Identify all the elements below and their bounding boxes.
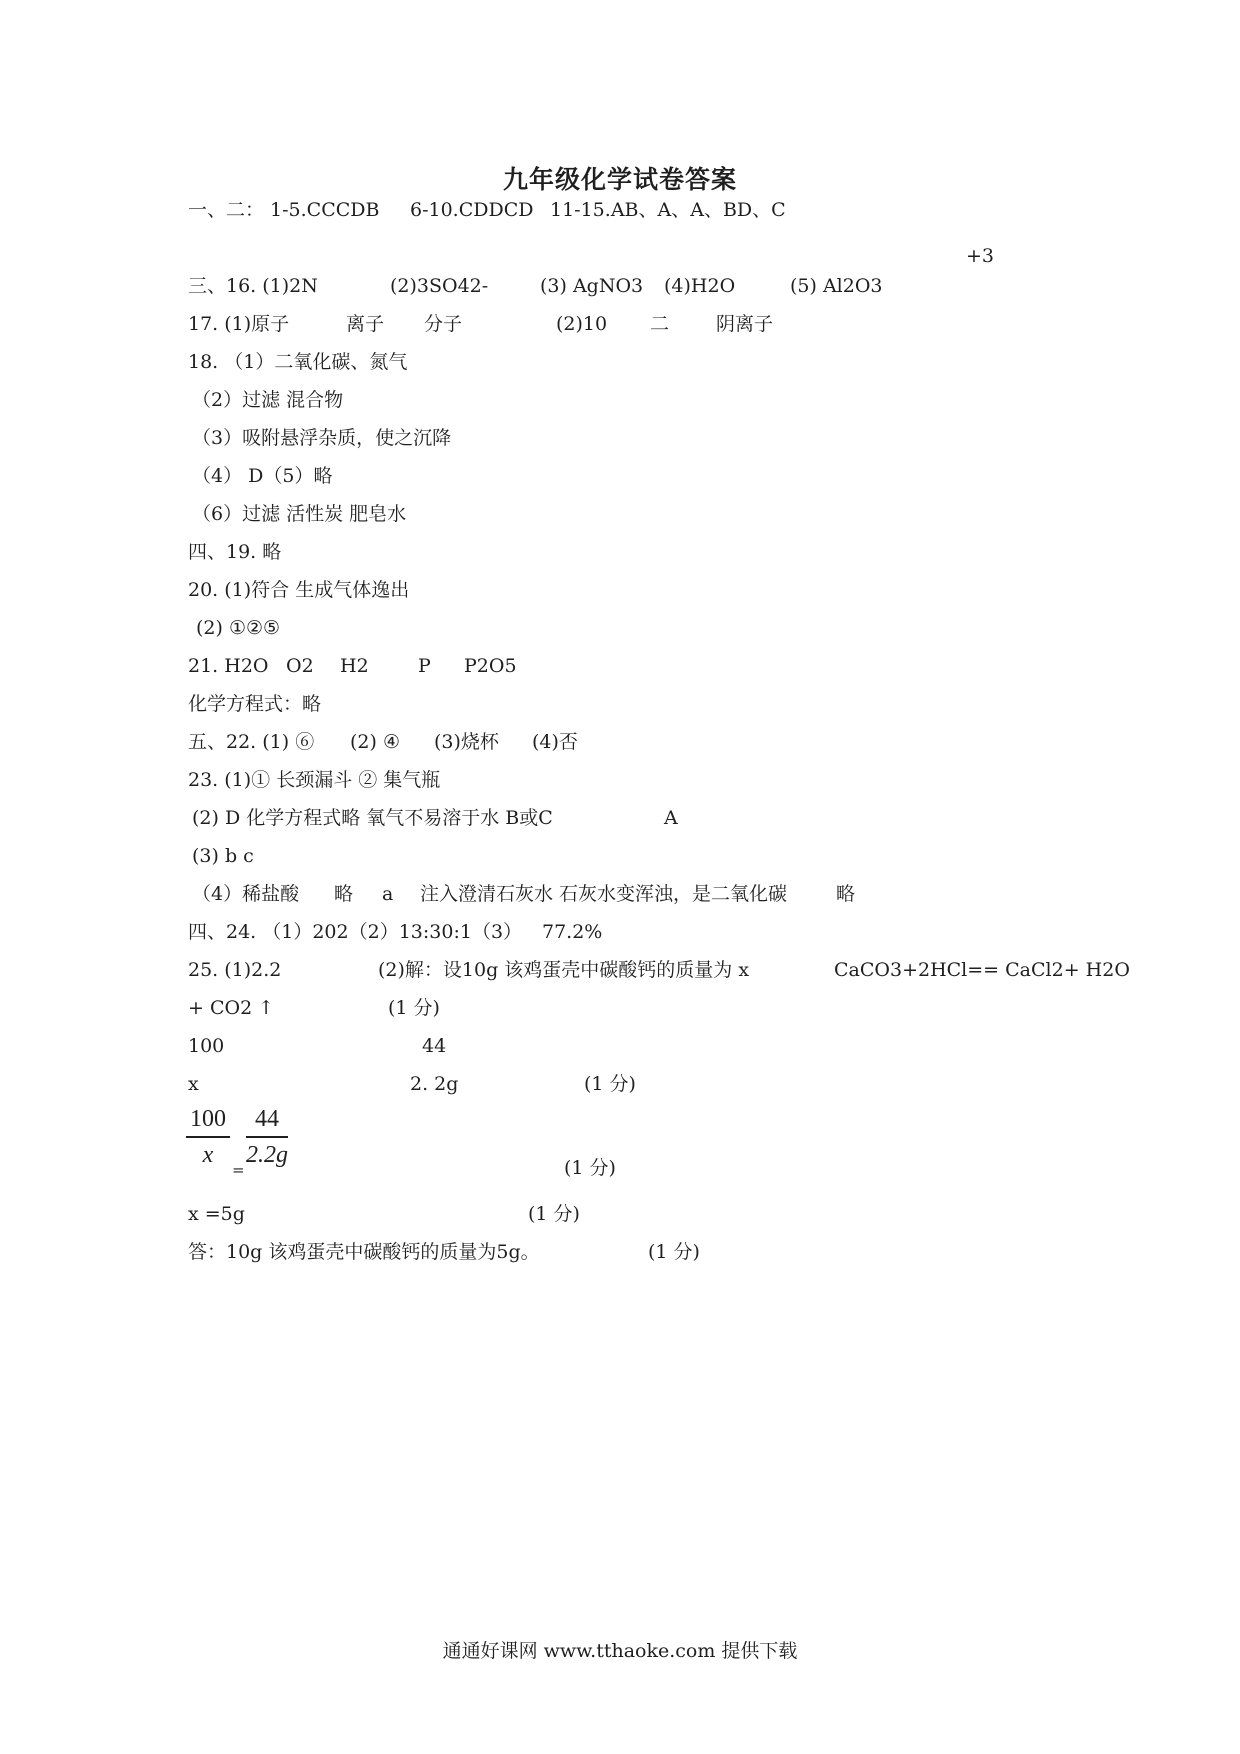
fraction-left-bar [186, 1136, 230, 1138]
answer-22-4: (4)否 [532, 731, 578, 753]
answer-18-6: （6）过滤 活性炭 肥皂水 [192, 503, 407, 525]
answer-22-2: (2) ④ [350, 731, 400, 753]
score-1: (1 分) [388, 997, 440, 1019]
answer-23-4-c: a [382, 883, 394, 905]
answer-17-b: 离子 [346, 313, 385, 335]
answer-x-value: x =5g [188, 1203, 245, 1225]
fraction-left-denominator: x [202, 1142, 214, 1168]
answer-18-1: 18. （1）二氧化碳、氮气 [188, 351, 408, 373]
fraction-left-numerator: 100 [190, 1106, 226, 1132]
answer-24-a: 四、24. （1）202（2）13:30:1（3） [188, 921, 523, 943]
answer-17-a: 17. (1)原子 [188, 313, 290, 335]
answer-mc-6-10: 6-10.CDDCD [410, 199, 534, 221]
answer-22-1: 五、22. (1) ⑥ [188, 731, 315, 753]
answer-25-1: 25. (1)2.2 [188, 959, 282, 981]
valence-mark: +3 [966, 245, 995, 267]
answer-18-2: （2）过滤 混合物 [192, 389, 344, 411]
answer-23-2: (2) D 化学方程式略 氧气不易溶于水 B或C [192, 807, 553, 829]
fraction-right [246, 1104, 288, 1170]
answer-23-4-b: 略 [334, 883, 354, 905]
answer-25-2-setup: (2)解：设10g 该鸡蛋壳中碳酸钙的质量为 x [378, 959, 750, 981]
answer-19: 四、19. 略 [188, 541, 282, 563]
answer-21-e: P2O5 [464, 655, 517, 677]
answer-16-3: (3) AgNO3 [540, 275, 644, 297]
answer-23-2-b: A [664, 807, 678, 829]
answer-16-1: 三、16. (1)2N [188, 275, 318, 297]
answer-17-c: 分子 [424, 313, 463, 335]
answer-17-f: 阴离子 [716, 313, 774, 335]
page-title: 九年级化学试卷答案 [502, 165, 737, 194]
equals-sign: = [232, 1161, 245, 1179]
answer-21-d: P [418, 655, 431, 677]
score-4: (1 分) [528, 1203, 580, 1225]
answer-18-3: （3）吸附悬浮杂质，使之沉降 [192, 427, 452, 449]
answer-17-e: 二 [650, 313, 670, 335]
fraction-right-denominator: 2.2g [246, 1142, 288, 1168]
answer-16-5: (5) Al2O3 [790, 275, 883, 297]
score-3: (1 分) [564, 1157, 616, 1179]
ratio-top-right: 44 [422, 1035, 447, 1057]
ratio-bottom-left: x [188, 1073, 199, 1095]
answer-16-4: (4)H2O [664, 275, 736, 297]
answer-16-2: (2)3SO42- [390, 275, 489, 297]
answer-20-1: 20. (1)符合 生成气体逸出 [188, 579, 410, 601]
answer-21-b: O2 [286, 655, 314, 677]
fraction-left [186, 1104, 230, 1170]
answer-mc-1-5: 一、二： 1-5.CCCDB [188, 199, 380, 221]
footer-source: 通通好课网 www.tthaoke.com 提供下载 [442, 1640, 798, 1662]
fraction-right-bar [246, 1136, 288, 1138]
answer-24-b: 77.2% [542, 921, 603, 943]
answer-23-1: 23. (1)① 长颈漏斗 ② 集气瓶 [188, 769, 441, 791]
answer-21-equation: 化学方程式：略 [188, 693, 322, 715]
final-answer: 答：10g 该鸡蛋壳中碳酸钙的质量为5g。 [188, 1241, 540, 1263]
score-2: (1 分) [584, 1073, 636, 1095]
answer-25-equation-cont: + CO2 ↑ [188, 997, 275, 1019]
answer-18-4: （4） D（5）略 [192, 465, 333, 487]
answer-25-equation: CaCO3+2HCl== CaCl2+ H2O [834, 959, 1130, 981]
answer-20-2: (2) ①②⑤ [196, 617, 281, 639]
score-5: (1 分) [648, 1241, 700, 1263]
answer-23-4-d: 注入澄清石灰水 石灰水变浑浊，是二氧化碳 [420, 883, 788, 905]
answer-mc-11-15: 11-15.AB、A、A、BD、C [550, 199, 786, 221]
answer-17-d: (2)10 [556, 313, 608, 335]
ratio-top-left: 100 [188, 1035, 225, 1057]
ratio-bottom-right: 2. 2g [410, 1073, 459, 1095]
answer-23-4-e: 略 [836, 883, 856, 905]
fraction-right-numerator: 44 [255, 1106, 279, 1132]
answer-23-3: (3) b c [192, 845, 254, 867]
answer-21-c: H2 [340, 655, 369, 677]
answer-21-a: 21. H2O [188, 655, 269, 677]
answer-22-3: (3)烧杯 [434, 731, 499, 753]
answer-23-4-a: （4）稀盐酸 [192, 883, 300, 905]
